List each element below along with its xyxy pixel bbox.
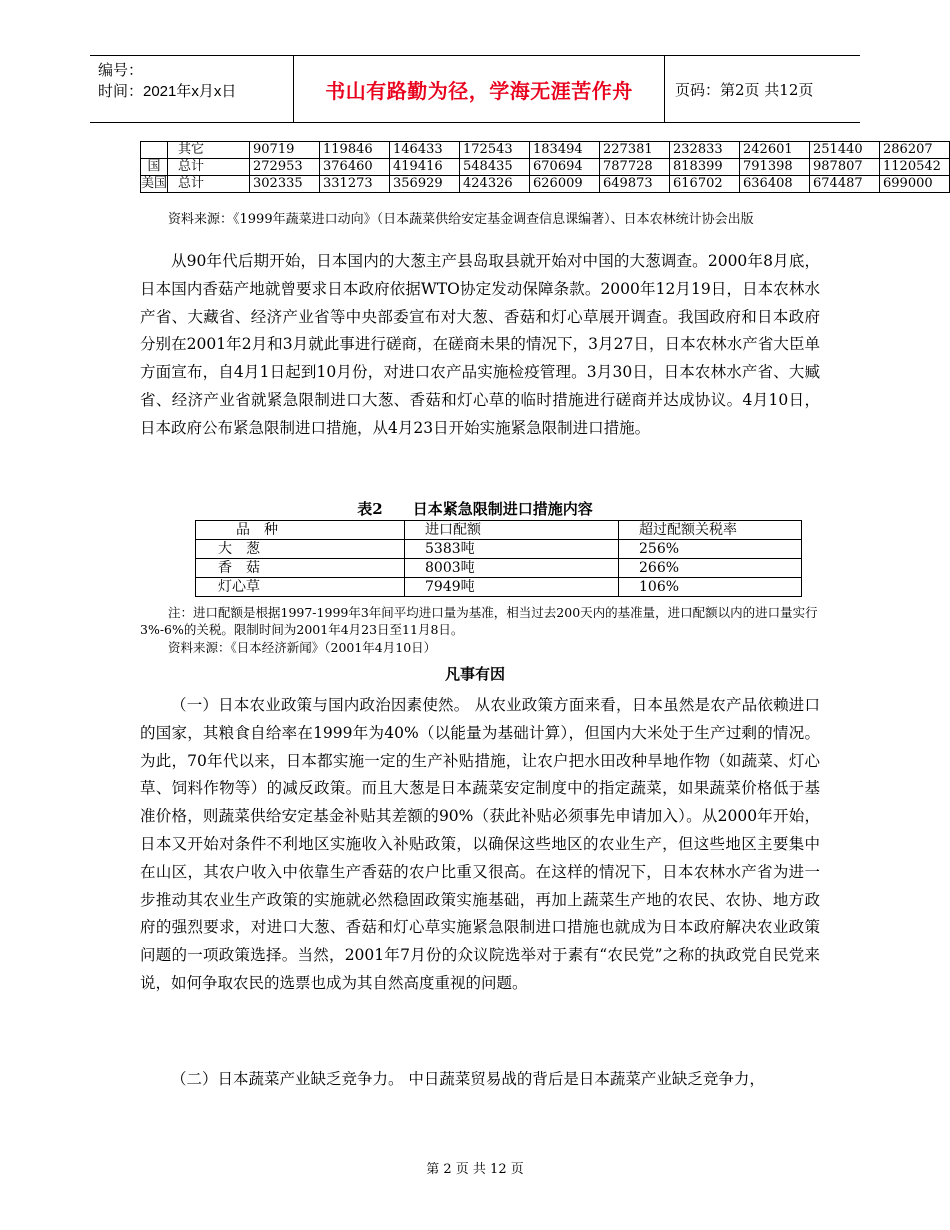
value-cell: 616702 — [670, 176, 740, 193]
table-header-row — [196, 521, 802, 540]
table-cell: 7949吨 — [405, 578, 619, 597]
table-cell: 香 菇 — [196, 559, 405, 578]
body-paragraph-1: 从90年代后期开始，日本国内的大葱主产县岛取县就开始对中国的大葱调查。2000年8月底，日本国内香菇产地就曾要求日本政府依据WTO协定发动保障条款。2000年12月19日，日本农林水产省、大藏省、经济产业省等中央部委宣布对大葱、香菇和灯心草展开调查。我国政府和日本政府分别在2001年2月和3月就此事进行磋商，在磋商未果的情况下，3月27日，日本农林水产省大臣单方面宣布，自4月1日起到10月份，对进口农产品实施检疫管理。3月30日，日本农林水产省、大臧省、经济产业省就紧急限制进口大葱、香菇和灯心草的临时措施进行磋商并达成协议。4月10日，日本政府公布紧急限制进口措施，从4月23日开始实施紧急限制进口措施。 — [140, 252, 820, 437]
row-label: 总计 — [168, 176, 250, 193]
value-cell: 90719 — [250, 142, 320, 159]
table-cell: 灯心草 — [196, 578, 405, 597]
value-cell: 146433 — [390, 142, 460, 159]
table-row — [196, 578, 802, 597]
value-cell: 376460 — [320, 159, 390, 176]
value-cell: 1120542 — [880, 159, 950, 176]
value-cell: 251440 — [810, 142, 880, 159]
value-cell: 302335 — [250, 176, 320, 193]
value-cell: 699000 — [880, 176, 950, 193]
table-row — [141, 176, 950, 193]
header-page-label: 页码：第2页 共12页 — [675, 80, 814, 99]
value-cell: 649873 — [600, 176, 670, 193]
value-cell: 227381 — [600, 142, 670, 159]
table-row — [141, 142, 950, 159]
table-cell: 大 葱 — [196, 540, 405, 559]
row-label: 总计 — [168, 159, 250, 176]
table-cell: 266% — [619, 559, 802, 578]
value-cell: 548435 — [460, 159, 530, 176]
row-label: 其它 — [168, 142, 250, 159]
table2-source: 资料来源：《日本经济新闻》（2001年4月10日） — [168, 640, 437, 655]
table-cell: 106% — [619, 578, 802, 597]
page-header — [90, 55, 860, 123]
table-row — [141, 159, 950, 176]
value-cell: 286207 — [880, 142, 950, 159]
body-paragraph-3: （二）日本蔬菜产业缺乏竞争力。 中日蔬菜贸易战的背后是日本蔬菜产业缺乏竞争力， — [171, 1070, 765, 1088]
page-footer: 第 2 页 共 12 页 — [426, 1162, 524, 1177]
body-paragraph-2: （一）日本农业政策与国内政治因素使然。 从农业政策方面来看，日本虽然是农产品依赖进口的国家，其粮食自给率在1999年为40%（以能量为基础计算），但国内大米处于生产过剩的情况。为此，70年代以来，日本都实施一定的生产补贴措施，让农户把水田改种旱地作物（如蔬菜、灯心草、饲料作物等）的减反政策。而且大葱是日本蔬菜安定制度中的指定蔬菜，如果蔬菜价格低于基准价格，则蔬菜供给安定基金补贴其差额的90%（获此补贴必须事先申请加入）。从2000年开始，日本又开始对条件不利地区实施收入补贴政策，以确保这些地区的农业生产，但这些地区主要集中在山区，其农户收入中依靠生产香菇的农户比重又很高。在这样的情况下，日本农林水产省为进一步推动其农业生产政策的实施就必然稳固政策实施基础，再加上蔬菜生产地的农民、农协、地方政府的强烈要求，对进口大葱、香菇和灯心草实施紧急限制进口措施也就成为日本政府解决农业政策问题的一项政策选择。当然，2001年7月份的众议院选举对于素有“农民党”之称的执政党自民党来说，如何争取农民的选票也成为其自然高度重视的问题。 — [140, 696, 820, 992]
value-cell: 987807 — [810, 159, 880, 176]
column-header: 超过配额关税率 — [619, 521, 802, 540]
table-cell: 5383吨 — [405, 540, 619, 559]
value-cell: 636408 — [740, 176, 810, 193]
value-cell: 787728 — [600, 159, 670, 176]
value-cell: 331273 — [320, 176, 390, 193]
value-cell: 674487 — [810, 176, 880, 193]
value-cell: 183494 — [530, 142, 600, 159]
value-cell: 232833 — [670, 142, 740, 159]
country-cell — [141, 142, 168, 159]
column-header: 进口配额 — [405, 521, 619, 540]
value-cell: 670694 — [530, 159, 600, 176]
import-data-table — [140, 141, 950, 193]
column-header: 品 种 — [196, 521, 405, 540]
table-cell: 8003吨 — [405, 559, 619, 578]
time-label: 时间：2021年x月x日 — [98, 83, 237, 100]
value-cell: 272953 — [250, 159, 320, 176]
value-cell: 424326 — [460, 176, 530, 193]
value-cell: 119846 — [320, 142, 390, 159]
table1-source: 资料来源：《1999年蔬菜进口动向》（日本蔬菜供给安定基金调查信息课编著）、日本农林统计协会出版 — [168, 212, 754, 227]
value-cell: 356929 — [390, 176, 460, 193]
table2-note: 注：进口配额是根据1997-1999年3年间平均进口量为基准，相当过去200天内的基准量，进口配额以内的进口量实行3%-6%的关税。限制时间为2001年4月23日至11月8日。 — [140, 605, 818, 637]
value-cell: 818399 — [670, 159, 740, 176]
table-row — [196, 559, 802, 578]
section-title: 凡事有因 — [444, 665, 505, 683]
value-cell: 242601 — [740, 142, 810, 159]
value-cell: 626009 — [530, 176, 600, 193]
value-cell: 419416 — [390, 159, 460, 176]
header-meta — [90, 56, 293, 122]
value-cell: 172543 — [460, 142, 530, 159]
table2-caption: 表2 日本紧急限制进口措施内容 — [357, 500, 593, 518]
table-row — [196, 540, 802, 559]
header-motto: 书山有路勤为径，学海无涯苦作舟 — [293, 56, 665, 122]
table-cell: 256% — [619, 540, 802, 559]
country-cell: 国 — [141, 159, 168, 176]
country-cell: 美国 — [141, 176, 168, 191]
value-cell: 791398 — [740, 159, 810, 176]
number-label: 编号： — [98, 62, 144, 79]
import-restriction-table — [195, 520, 802, 597]
